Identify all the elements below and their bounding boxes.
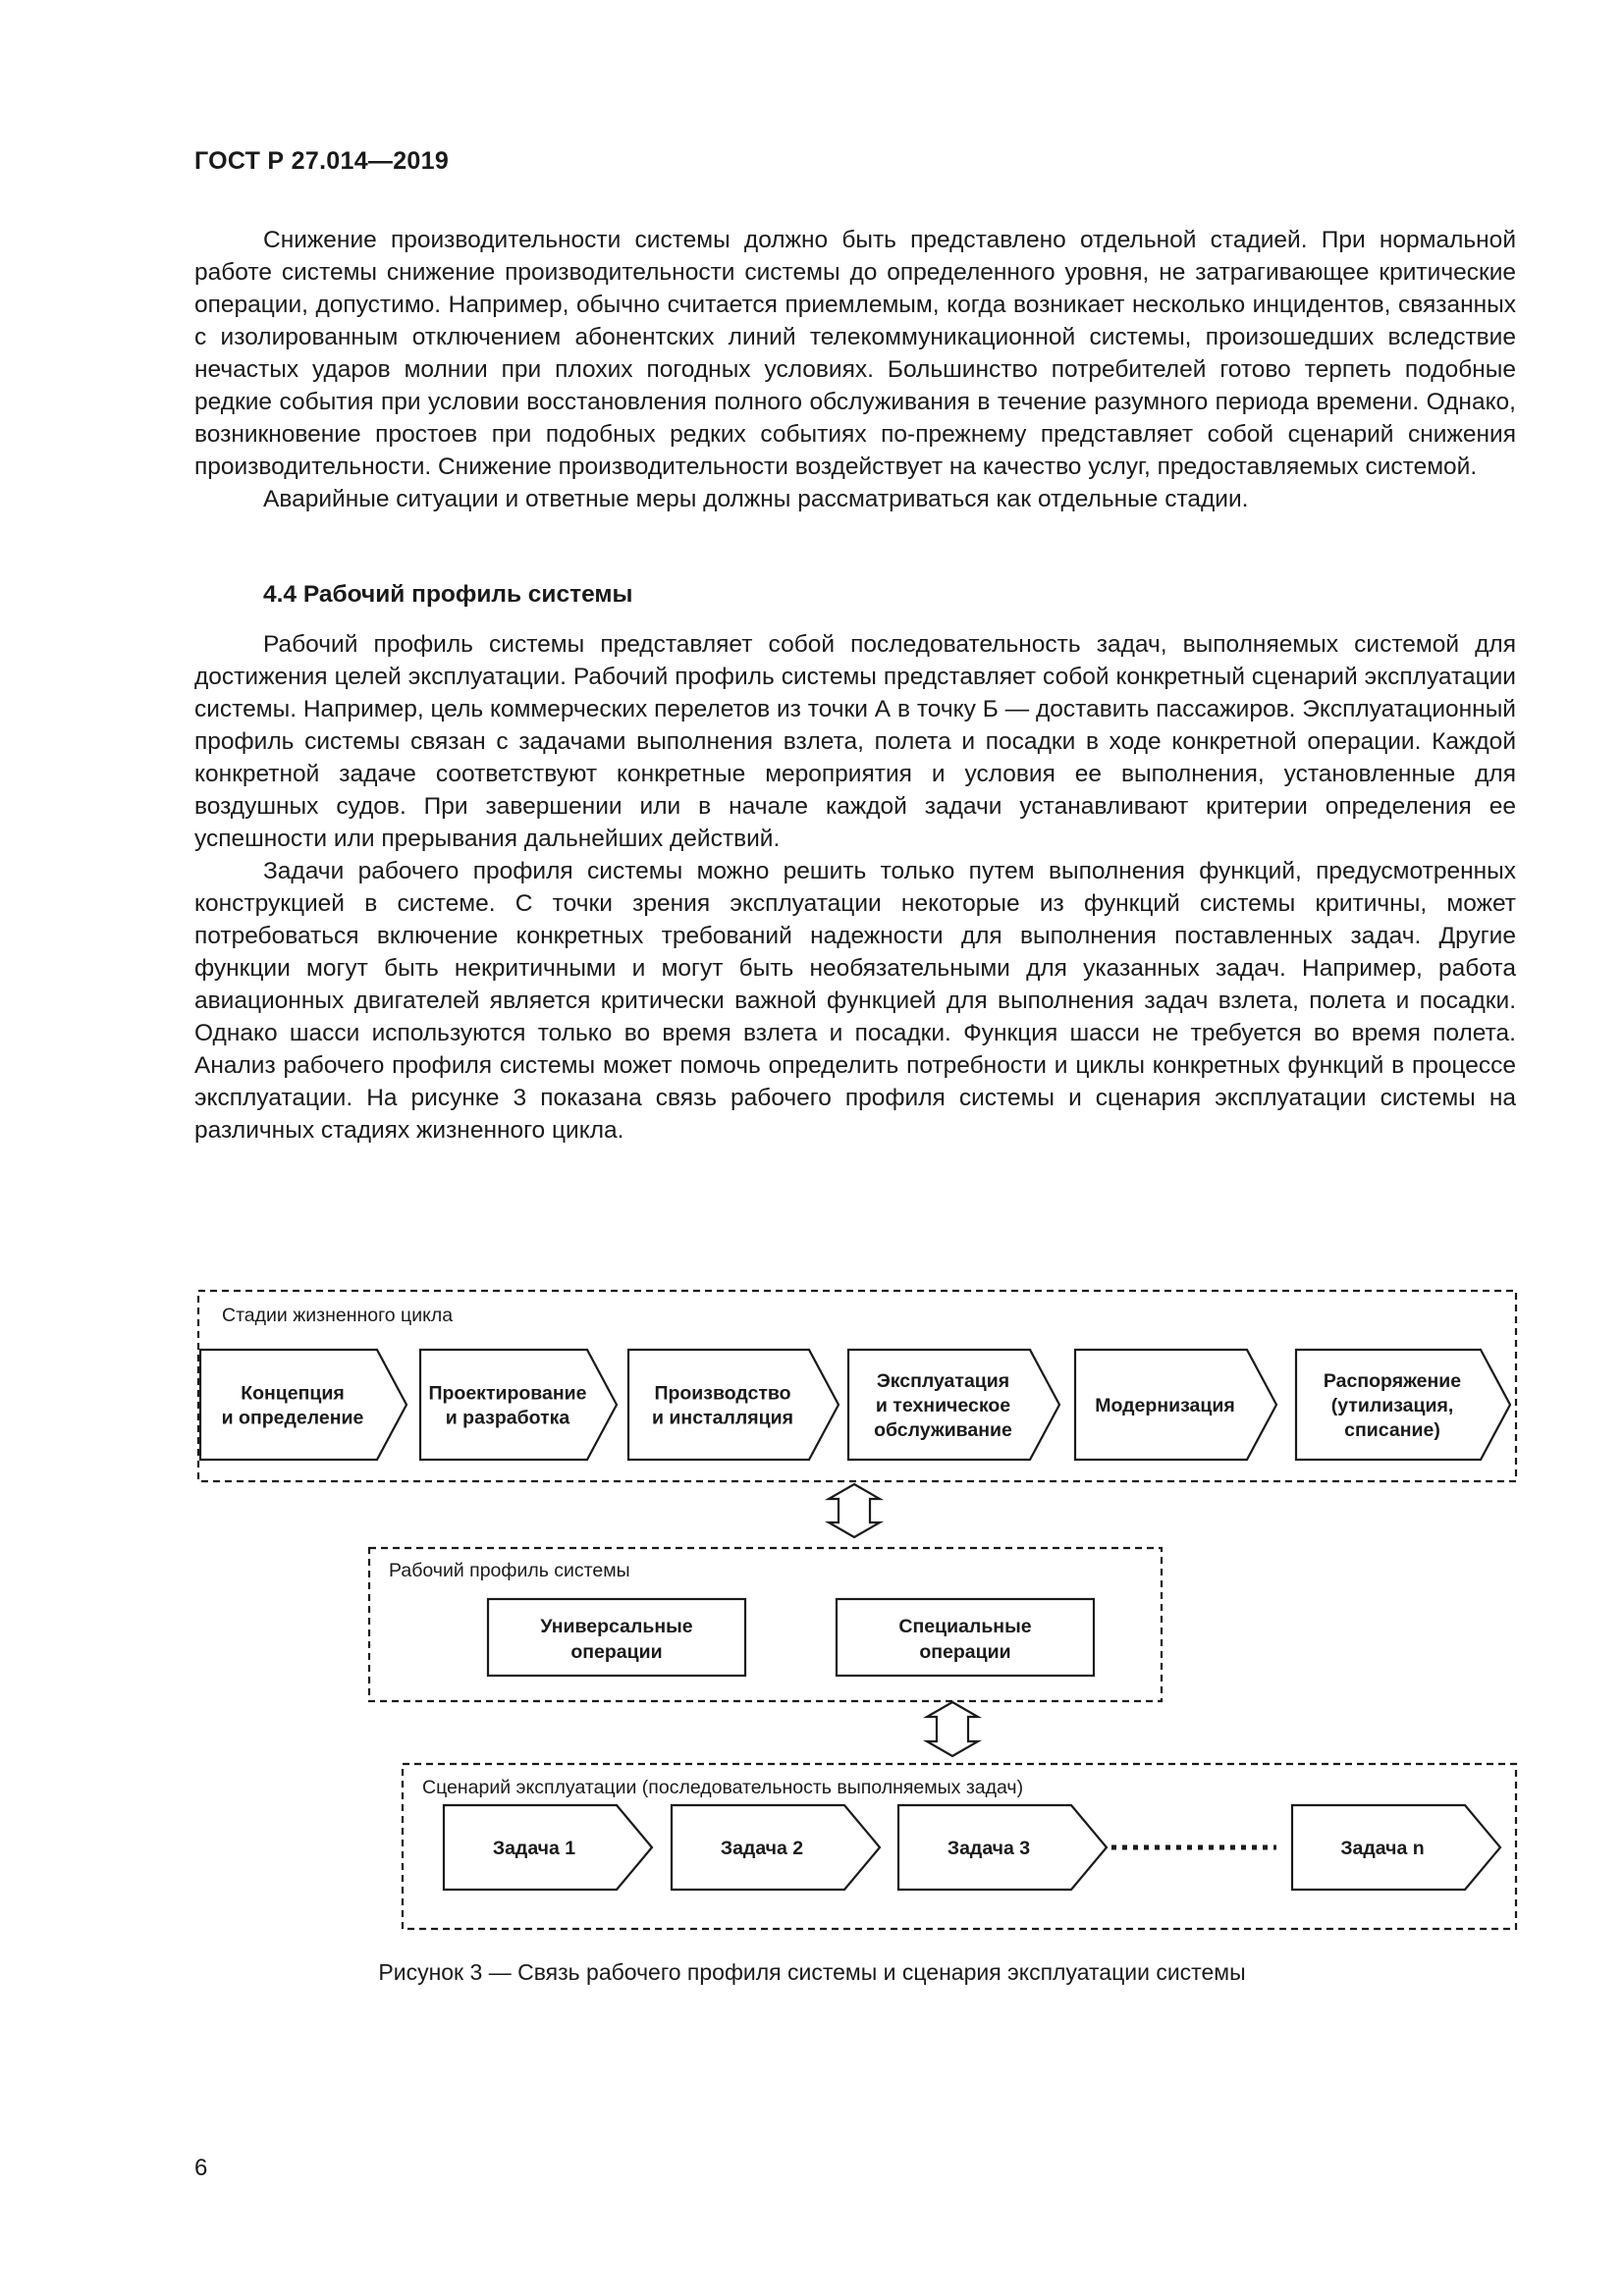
lifecycle-stage-label: обслуживание [874,1419,1012,1441]
lifecycle-stage [1296,1350,1510,1460]
lifecycle-stage-label: и определение [221,1407,364,1429]
profile-box-line: операции [570,1641,663,1663]
profile-title: Рабочий профиль системы [389,1560,630,1581]
lifecycle-stage-shape [420,1350,617,1460]
lifecycle-stage [200,1350,406,1460]
universal-operations-box [488,1599,745,1676]
lifecycle-stage-label: Эксплуатация [876,1370,1010,1392]
scenario-title: Сценарий эксплуатации (последовательность выполняемых задач) [422,1777,1024,1798]
lifecycle-stage [1075,1350,1276,1460]
lifecycle-stage-label: Проектирование [428,1382,587,1405]
lifecycle-stage-label: Распоряжение [1323,1370,1462,1392]
scenario-task-label: Задача 3 [947,1838,1031,1859]
scenario-task [898,1805,1107,1890]
scenario-tasks [444,1805,1500,1890]
lifecycle-stages [200,1350,1510,1460]
lifecycle-stage-label: и разработка [445,1407,570,1429]
profile-box-line: Универсальные [540,1616,693,1637]
profile-box-line: Специальные [898,1616,1032,1637]
lifecycle-stage-label: и техническое [875,1395,1011,1416]
lifecycle-stage-label: списание) [1344,1419,1440,1441]
figure-caption: Рисунок 3 — Связь рабочего профиля системы и сценария эксплуатации системы [378,1959,1246,1985]
page-number: 6 [194,2155,208,2181]
profile-box-line: операции [919,1641,1011,1663]
lifecycle-stage-label: и инсталляция [652,1407,793,1429]
standard-header: ГОСТ Р 27.014—2019 [194,147,450,175]
paragraph: Снижение производительности системы должно быть представлено отдельной стадией. При нормальной работе системы снижение производительности системы до определенного уровня, не затрагивающее критические операции, допустимо. Например, обычно считается приемлемым, когда возникает несколько инцидентов, связанных с изолированным отключением абонентских линий телекоммуникационной системы, произошедших вследствие нечастых ударов молнии при плохих погодных условиях. Большинство потребителей готово терпеть подобные редкие события при условии восстановления полного обслуживания в течение разумного периода времени. Однако, возникновение простоев при подобных редких событиях по-прежнему представляет собой сценарий снижения производительности. Снижение производительности воздействует на качество услуг, предоставляемых системой. [194,227,1516,480]
section-heading: 4.4 Рабочий профиль системы [263,581,633,608]
lifecycle-stage [628,1350,839,1460]
lifecycle-stage-shape [200,1350,406,1460]
lifecycle-stage-label: Производство [654,1382,791,1405]
scenario-task-label: Задача n [1340,1838,1425,1859]
lifecycle-stage-label: (утилизация, [1330,1395,1454,1416]
lifecycle-stage-label: Концепция [241,1382,345,1405]
lifecycle-stage-shape [628,1350,839,1460]
double-arrow-icon [927,1702,978,1756]
lifecycle-stage-label: Модернизация [1095,1395,1235,1416]
special-operations-box [837,1599,1094,1676]
scenario-task [444,1805,652,1890]
double-arrow-icon [829,1484,880,1537]
scenario-task [1292,1805,1500,1890]
scenario-task-label: Задача 2 [720,1838,804,1859]
scenario-task-label: Задача 1 [492,1838,576,1859]
lifecycle-stage [848,1350,1059,1460]
scenario-task [672,1805,880,1890]
lifecycle-title: Стадии жизненного цикла [222,1305,454,1326]
paragraph: Задачи рабочего профиля системы можно решить только путем выполнения функций, предусмотренных конструкцией в системе. С точки зрения эксплуатации некоторые из функций системы критичны, может потребоваться включение конкретных требований надежности для выполнения поставленных задач. Другие функции могут быть некритичными и могут быть необязательными для указанных задач. Например, работа авиационных двигателей является критически важной функцией для выполнения задач взлета, полета и посадки. Однако шасси используются только во время взлета и посадки. Функция шасси не требуется во время полета. Анализ рабочего профиля системы может помочь определить потребности и циклы конкретных функций в процессе эксплуатации. На рисунке 3 показана связь рабочего профиля системы и сценария эксплуатации системы на различных стадиях жизненного цикла. [194,858,1516,1144]
paragraph: Рабочий профиль системы представляет собой последовательность задач, выполняемых системой для достижения целей эксплуатации. Рабочий профиль системы представляет собой конкретный сценарий эксплуатации системы. Например, цель коммерческих перелетов из точки А в точку Б — доставить пассажиров. Эксплуатационный профиль системы связан с задачами выполнения взлета, полета и посадки в ходе конкретной операции. Каждой конкретной задаче соответствуют конкретные мероприятия и условия ее выполнения, установленные для воздушных судов. При завершении или в начале каждой задачи устанавливают критерии определения ее успешности или прерывания дальнейших действий. [194,631,1516,852]
paragraph: Аварийные ситуации и ответные меры должны рассматриваться как отдельные стадии. [263,486,1249,512]
lifecycle-stage [420,1350,617,1460]
